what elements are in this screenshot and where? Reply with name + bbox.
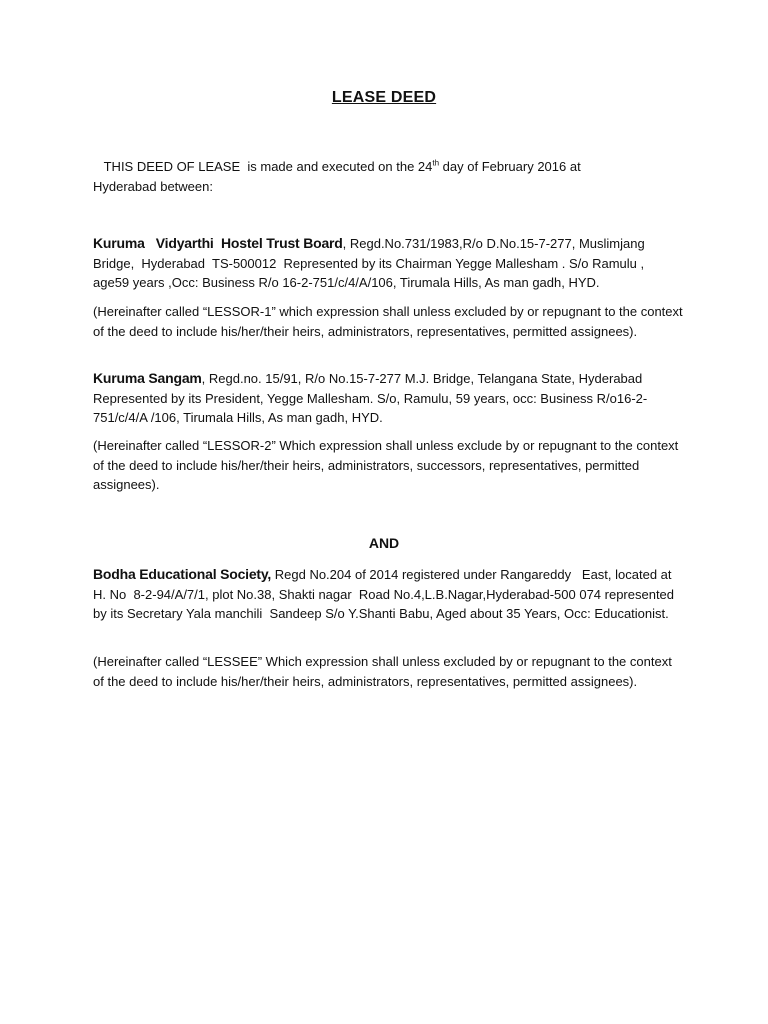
- lessor1-name: Kuruma Vidyarthi Hostel Trust Board: [93, 235, 343, 251]
- and-heading: AND: [368, 535, 400, 551]
- lessor1-paragraph: [93, 234, 683, 293]
- lessee-paragraph: [93, 565, 683, 624]
- intro-line2-text: Hyderabad between:: [93, 178, 213, 194]
- date-ordinal-suffix: th: [432, 158, 440, 168]
- lessee-clause: (Hereinafter called “LESSEE” Which expression shall unless excluded by or repugnant to the context of the deed to include his/her/their heirs, administrators, representatives, permitted assignees).: [93, 654, 672, 689]
- lessor1-clause: (Hereinafter called “LESSOR-1” which expression shall unless excluded by or repugnant to the context of the deed to include his/her/their heirs, administrators, representatives, permitted assignees).: [93, 304, 683, 339]
- lessor2-clause: (Hereinafter called “LESSOR-2” Which expression shall unless exclude by or repugnant to the context of the deed to include his/her/their heirs, administrators, successors, representatives, permitted assignees).: [93, 438, 679, 492]
- lessor2-details: , Regd.no. 15/91, R/o No.15-7-277 M.J. Bridge, Telangana State, Hyderabad Represented by its President, Yegge Mallesham. S/o, Ramulu, 59 years, occ: Business R/o16-2-751/c/4/A /106, Tirumala Hills, As man gadh, HYD.: [93, 371, 648, 425]
- lessor2-paragraph: [93, 369, 683, 428]
- lessor2-name: Kuruma Sangam: [93, 370, 202, 386]
- intro-paragraph: [93, 157, 683, 196]
- document-title: LEASE DEED: [331, 89, 437, 106]
- intro-lead-text: THIS DEED OF LEASE is made and executed on the 24: [103, 159, 433, 174]
- intro-rest-text: day of February 2016 at: [439, 159, 581, 174]
- lessor1-details: , Regd.No.731/1983,R/o D.No.15-7-277, Muslimjang Bridge, Hyderabad TS-500012 Represented by its Chairman Yegge Mallesham . S/o Ramulu , age59 years ,Occ: Business R/o 16-2-751/c/4/A/106, Tirumala Hills, As man gadh, HYD.: [93, 236, 649, 290]
- lessee-name: Bodha Educational Society,: [93, 566, 272, 582]
- lessee-details: Regd No.204 of 2014 registered under Rangareddy East, located at H. No 8-2-94/A/7/1, plot No.38, Shakti nagar Road No.4,L.B.Nagar,Hyderabad-500 074 represented by its Secretary Yala manchili Sandeep S/o Y.Shanti Babu, Aged about 35 Years, Occ: Educationist.: [93, 567, 678, 621]
